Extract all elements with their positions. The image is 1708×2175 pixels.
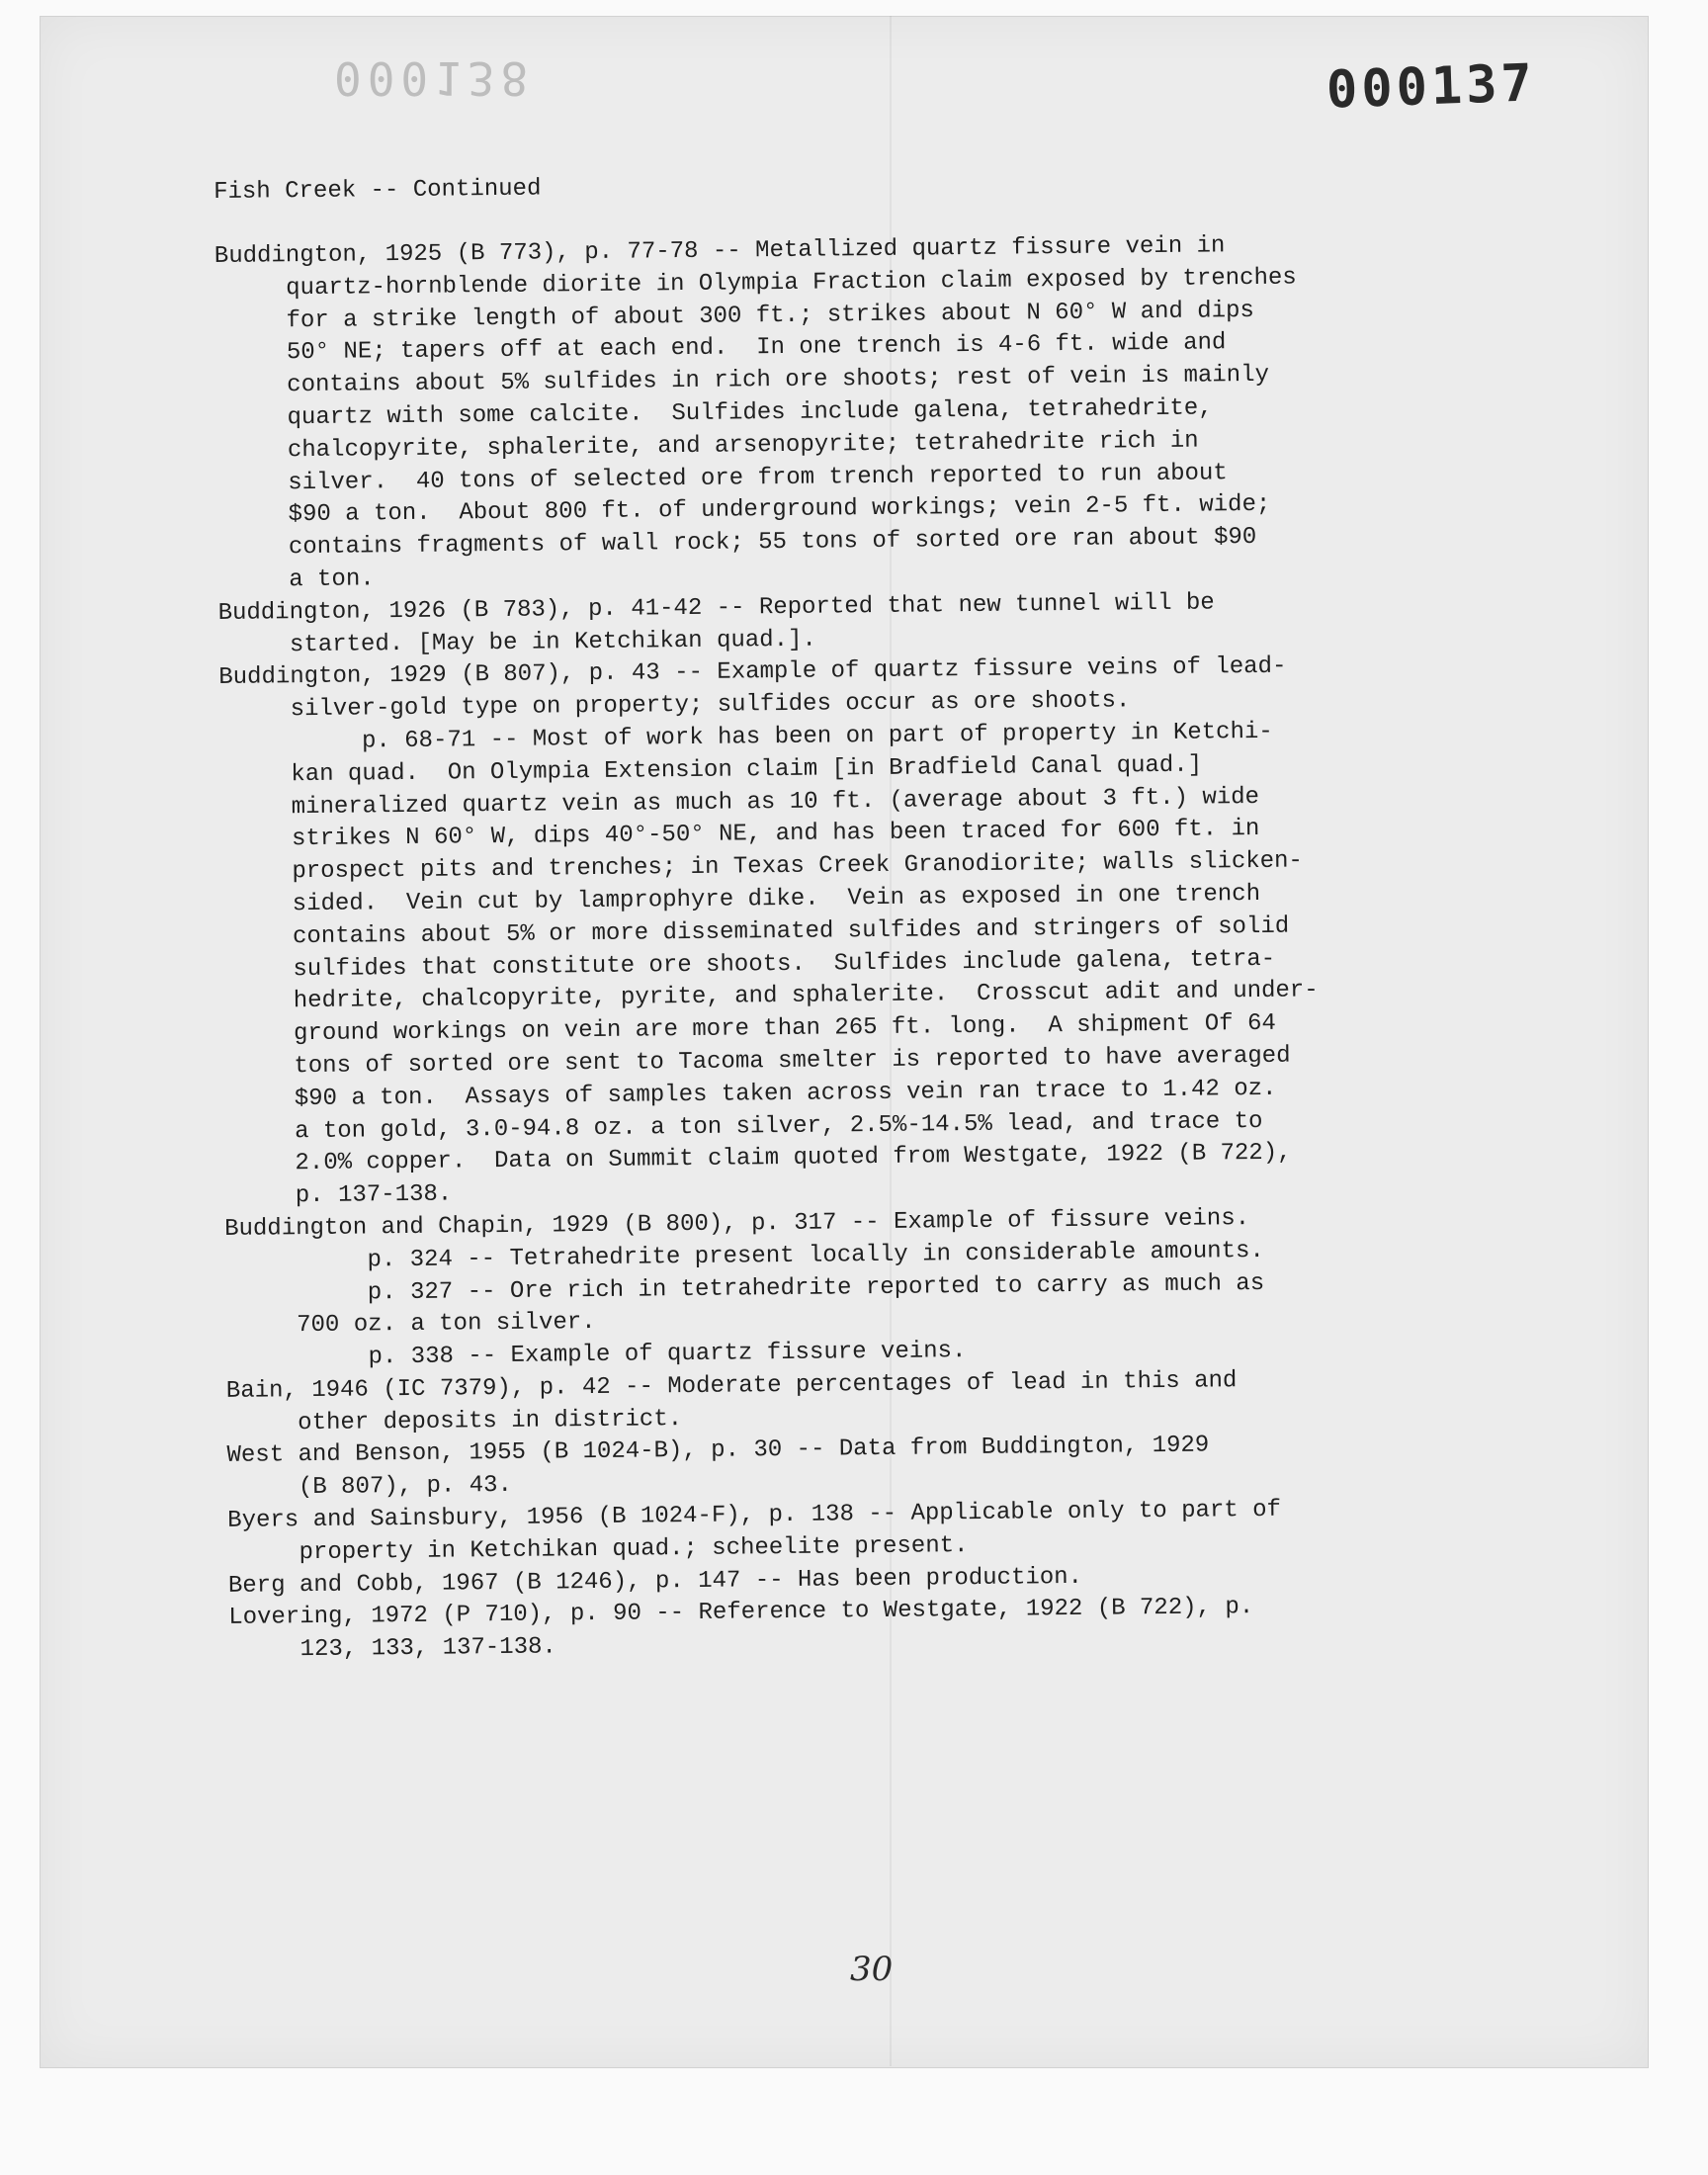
reference-entry: Buddington, 1925 (B 773), p. 77-78 -- Metallized quartz fissure vein in quartz-hornblende diorite in Olympia Fraction claim exposed by trenches for a strike length of about 300 ft.; strikes about N 60° W and dips 50° NE; tapers off at each end. In one trench is 4-6 ft. wide and contains about 5% sulfides in rich ore shoots; rest of vein is mainly quartz with some calcite. Sulfides include galena, tetrahedrite, chalcopyrite, sphalerite, and arsenopyrite; tetrahedrite rich in silver. 40 tons of selected ore from trench reported to run about $90 a ton. About 800 ft. of underground workings; vein 2-5 ft. wide; contains fragments of wall rock; 55 tons of sorted ore ran about $90 a ton. [214,232,1297,594]
reference-entry: Buddington and Chapin, 1929 (B 800), p. 317 -- Example of fissure veins. p. 324 -- Tetrahedrite present locally in considerable amounts. p. 327 -- Ore rich in tetrahedrite reported to carry as much as 700 oz. a ton silver. p. 338 -- Example of quartz fissure veins. [224,1204,1265,1373]
reference-entry: Bain, 1946 (IC 7379), p. 42 -- Moderate percentages of lead in this and other deposits in district. [225,1367,1238,1437]
bleed-through-stamp: 000138 [334,51,535,105]
reference-entry: Lovering, 1972 (P 710), p. 90 -- Reference to Westgate, 1922 (B 722), p. 123, 133, 137-138. [228,1594,1254,1665]
page-number-stamp: 000137 [1325,53,1537,121]
reference-entry: West and Benson, 1955 (B 1024-B), p. 30 -- Data from Buddington, 1929 (B 807), p. 43. [226,1433,1210,1503]
reference-entry: Berg and Cobb, 1967 (B 1246), p. 147 -- Has been production. [227,1563,1083,1600]
handwritten-page-number: 30 [850,1950,894,1989]
reference-entry: Buddington, 1929 (B 807), p. 43 -- Example of quartz fissure veins of lead- silver-gold type on property; sulfides occur as ore shoots. p. 68-71 -- Most of work has been on part of property in Ketchi- kan quad. On Olympia Extension claim [in Bradfield Canal quad.] mineralized quartz vein as much as 10 ft. (average about 3 ft.) wide strikes N 60° W, dips 40°-50° NE, and has been traced for 600 ft. in prospect pits and trenches; in Texas Creek Granodiorite; walls slicken- sided. Vein cut by lamprophyre dike. Vein as exposed in one trench contains about 5% or more disseminated sulfides and stringers of solid sulfides that constitute ore shoots. Sulfides include galena, tetra- hedrite, chalcopyrite, pyrite, and sphalerite. Crosscut adit and under- ground workings on vein are more than 265 ft. long. A shipment Of 64 tons of sorted ore sent to Tacoma smelter is reported to have averaged $90 a ton. Assays of samples taken across vein ran trace to 1.42 oz. a ton gold, 3.0-94.8 oz. a ton silver, 2.5%-14.5% lead, and trace to 2.0% copper. Data on Summit claim quoted from Westgate, 1922 (B 722), p. 137-138. [218,653,1319,1211]
section-heading: Fish Creek -- Continued [214,175,542,206]
reference-entry: Buddington, 1926 (B 783), p. 41-42 -- Reported that new tunnel will be started. [May be in Ketchikan quad.]. [217,589,1215,659]
document-body [214,162,1514,1668]
reference-entry: Byers and Sainsbury, 1956 (B 1024-F), p. 138 -- Applicable only to part of property in Ketchikan quad.; scheelite present. [227,1496,1282,1567]
